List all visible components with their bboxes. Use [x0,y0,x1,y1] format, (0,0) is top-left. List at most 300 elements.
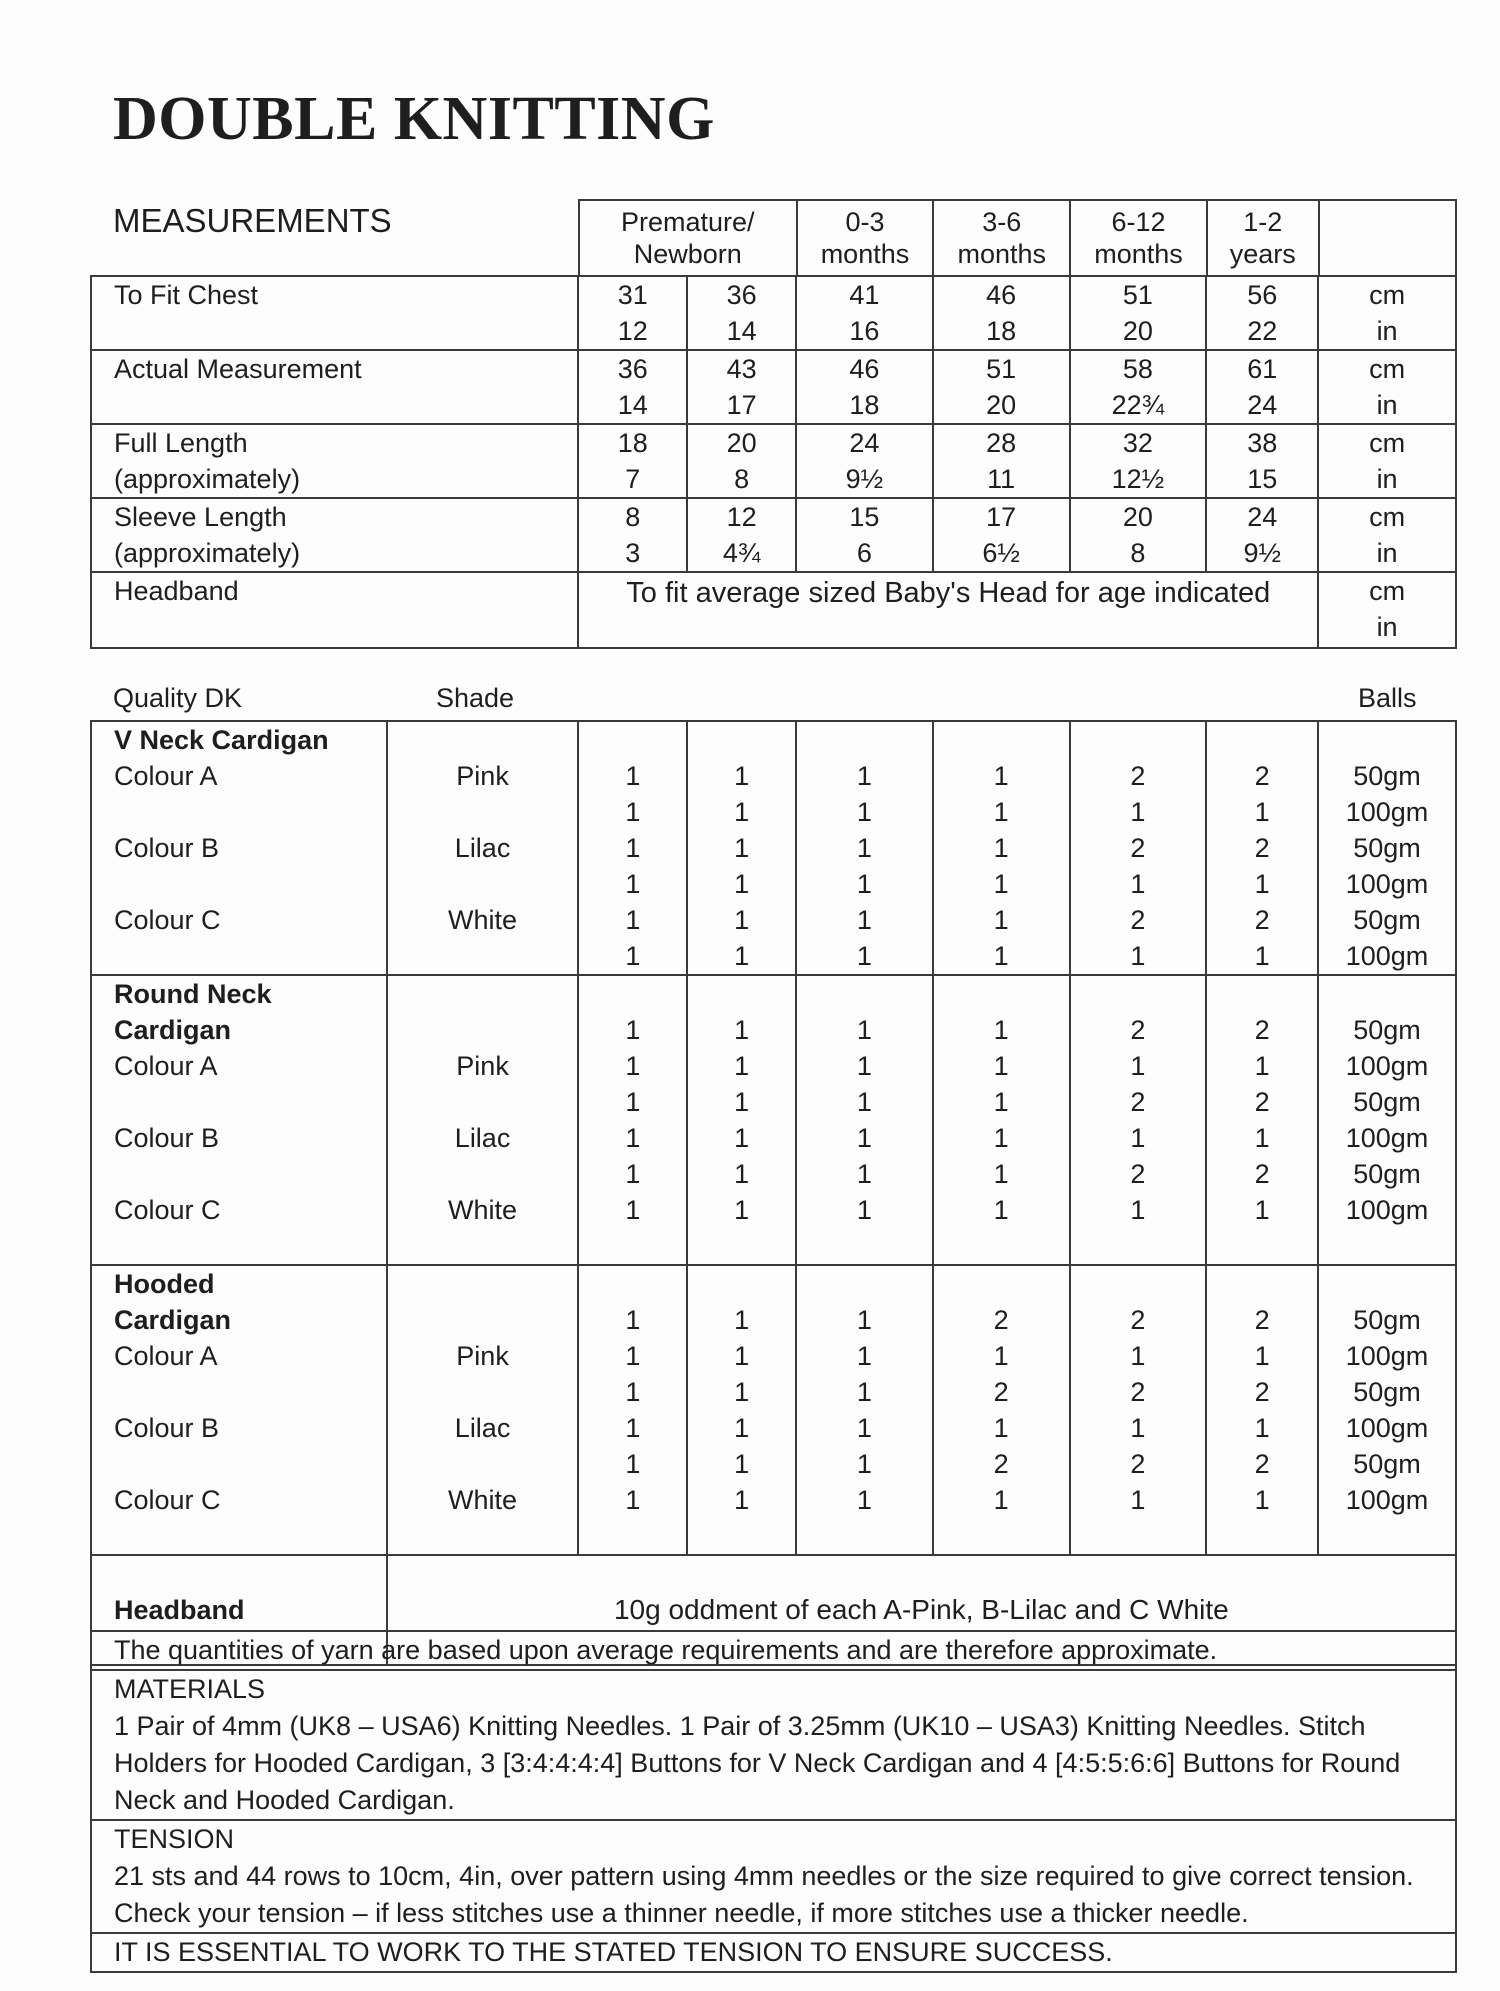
value-in: 16 [849,316,880,346]
ball-weight-label: 50gm [1353,1449,1421,1479]
yarn-quantity [796,975,933,1265]
ball-count: 1 [1254,941,1270,971]
materials-section [91,1670,1456,1820]
garment-name: V Neck Cardigan [114,725,329,755]
yarn-row [91,975,1456,1265]
shade-name: Lilac [454,1123,511,1153]
ball-weight-label: 50gm [1353,1087,1421,1117]
yarn-quantity [796,1265,933,1555]
value-in: 9½ [845,464,884,494]
ball-count: 2 [1130,1159,1146,1189]
balls-header: Balls [1358,683,1417,713]
ball-count: 1 [856,1305,872,1335]
ball-weight-label: 100gm [1345,1195,1429,1225]
value-cm: 38 [1247,428,1278,458]
ball-count: 1 [734,869,750,899]
garment-label [91,1265,387,1555]
ball-count: 1 [734,1123,750,1153]
ball-count: 2 [1130,761,1146,791]
value-cm: 36 [617,354,648,384]
size-header: 3-6 months [933,200,1070,276]
materials-text: 1 Pair of 4mm (UK8 – USA6) Knitting Needles. 1 Pair of 3.25mm (UK10 – USA3) Knitting Needles. Stitch Holders for Hooded Cardigan, 3 [3:4:4:4:4] Buttons for V Neck Cardigan and 4 [4:5:5:6:6] Buttons for Round Neck and Hooded Cardigan. [114,1711,1401,1815]
ball-weight-label: 50gm [1353,761,1421,791]
shade-name: Pink [456,1051,509,1081]
ball-count: 1 [1254,1123,1270,1153]
unit-in: in [1376,390,1398,420]
ball-count: 1 [993,761,1009,791]
value-in: 22 [1247,316,1278,346]
row-label-line: Full Length [114,428,248,458]
materials-heading: MATERIALS [114,1674,266,1704]
value-cm: 15 [849,502,880,532]
ball-count: 1 [856,941,872,971]
ball-count: 1 [856,1485,872,1515]
shade-cell [387,1265,579,1555]
ball-count: 1 [993,1413,1009,1443]
ball-count: 1 [625,1485,641,1515]
shade-name: Lilac [454,1413,511,1443]
ball-count: 1 [1130,1195,1146,1225]
value-cm: 18 [617,428,648,458]
yarn-quantity [796,721,933,975]
unit-cm: cm [1369,354,1406,384]
ball-count: 1 [993,1195,1009,1225]
yarn-quantity [933,721,1070,975]
value-in: 4¾ [722,538,761,568]
value-in: 7 [625,464,641,494]
yarn-quantity [933,1265,1070,1555]
ball-weight-label: 50gm [1353,1305,1421,1335]
value-cm: 43 [726,354,757,384]
yarn-quantity [1070,721,1207,975]
ball-count: 1 [993,1159,1009,1189]
ball-count: 2 [1254,1159,1270,1189]
ball-count: 1 [993,905,1009,935]
value-in: 11 [987,464,1016,494]
ball-count: 1 [625,833,641,863]
ball-count: 2 [1254,761,1270,791]
ball-count: 1 [1130,797,1146,827]
value-cm: 41 [849,280,880,310]
ball-count: 1 [625,905,641,935]
ball-count: 1 [734,1377,750,1407]
ball-count: 1 [625,797,641,827]
ball-weight [1318,721,1456,975]
headband-yarn-note: 10g oddment of each A-Pink, B-Lilac and C White [387,1555,1456,1665]
ball-count: 1 [993,941,1009,971]
measurement-value [933,424,1070,498]
measurement-value [1206,498,1318,572]
yarn-quantity [1206,721,1318,975]
yarn-quantity [578,1265,687,1555]
ball-weight-label: 50gm [1353,905,1421,935]
row-label-line: To Fit Chest [114,280,259,310]
ball-weight-label: 50gm [1353,1159,1421,1189]
measurement-value [578,498,687,572]
value-in: 8 [734,464,750,494]
colour-label: Colour C [114,905,221,935]
value-in: 24 [1247,390,1278,420]
ball-count: 2 [1254,1015,1270,1045]
measurement-value [687,350,796,424]
ball-weight-label: 100gm [1345,797,1429,827]
garment-name: Round Neck [114,979,272,1009]
ball-count: 1 [625,1305,641,1335]
ball-count: 2 [1254,1087,1270,1117]
measurement-value [578,350,687,424]
shade-name: White [448,1195,518,1225]
colour-label: Colour B [114,1123,220,1153]
ball-count: 1 [993,1051,1009,1081]
ball-count: 1 [856,905,872,935]
ball-count: 1 [1130,869,1146,899]
value-in: 15 [1247,464,1278,494]
measurement-value [687,276,796,350]
measurement-value [1206,350,1318,424]
value-in: 18 [849,390,880,420]
ball-count: 1 [856,1123,872,1153]
ball-count: 1 [1130,1051,1146,1081]
measurements-table [90,275,1457,649]
ball-count: 1 [1254,797,1270,827]
measurement-value [687,424,796,498]
ball-count: 1 [856,1413,872,1443]
size-header: 0-3 months [797,200,934,276]
yarn-row [91,1265,1456,1555]
ball-count: 2 [1254,1305,1270,1335]
ball-count: 2 [1254,1449,1270,1479]
ball-count: 2 [993,1377,1009,1407]
value-in: 3 [625,538,641,568]
ball-count: 1 [734,761,750,791]
value-in: 20 [986,390,1017,420]
value-cm: 51 [986,354,1017,384]
yarn-quantity [687,975,796,1265]
garment-label: Headband [91,1555,387,1665]
ball-count: 1 [734,1449,750,1479]
ball-count: 1 [625,1159,641,1189]
measurement-row [91,424,1456,498]
row-label-line: (approximately) [114,464,301,494]
ball-weight-label: 50gm [1353,1015,1421,1045]
garment-name: Cardigan [114,1015,232,1045]
garment-label [91,721,387,975]
ball-count: 1 [625,1015,641,1045]
unit-cm: cm [1369,280,1406,310]
ball-count: 1 [734,1413,750,1443]
ball-weight [1318,975,1456,1265]
ball-count: 1 [625,1087,641,1117]
ball-count: 1 [856,1449,872,1479]
measurement-value [1206,424,1318,498]
measurement-value [1070,424,1207,498]
ball-weight-label: 100gm [1345,1341,1429,1371]
ball-count: 1 [856,869,872,899]
shade-name: White [448,905,518,935]
value-in: 22¾ [1111,390,1165,420]
value-cm: 24 [1247,502,1278,532]
ball-count: 1 [993,797,1009,827]
value-in: 14 [617,390,648,420]
value-in: 17 [726,390,757,420]
shade-cell [387,721,579,975]
yarn-quantity [578,721,687,975]
value-in: 6½ [982,538,1020,568]
measurement-value [933,498,1070,572]
measurement-value [578,424,687,498]
ball-count: 1 [993,869,1009,899]
row-label [91,350,578,424]
unit-in: in [1376,316,1398,346]
ball-count: 2 [1254,905,1270,935]
ball-count: 1 [734,1485,750,1515]
unit-in: in [1376,464,1398,494]
measurement-row [91,498,1456,572]
ball-count: 1 [625,1449,641,1479]
row-label-line: Actual Measurement [114,354,362,384]
essential-note: IT IS ESSENTIAL TO WORK TO THE STATED TENSION TO ENSURE SUCCESS. [91,1933,1456,1972]
ball-count: 1 [1254,1341,1270,1371]
yarn-row [91,721,1456,975]
value-cm: 61 [1247,354,1278,384]
measurement-value [933,350,1070,424]
shade-header: Shade [436,683,515,713]
row-label-line: Sleeve Length [114,502,287,532]
unit-cell [1318,424,1456,498]
headband-note: To fit average sized Baby's Head for age indicated [578,572,1318,648]
unit-cm: cm [1369,502,1406,532]
ball-count: 1 [734,905,750,935]
tension-section [91,1820,1456,1933]
ball-count: 1 [993,1123,1009,1153]
approximate-note: The quantities of yarn are based upon average requirements and are therefore approximate. [91,1631,1456,1670]
value-cm: 28 [986,428,1017,458]
colour-label: Colour A [114,1341,218,1371]
ball-weight-label: 50gm [1353,833,1421,863]
ball-count: 1 [856,1087,872,1117]
ball-weight-label: 100gm [1345,941,1429,971]
garment-name: Hooded [114,1269,215,1299]
ball-count: 1 [1130,1123,1146,1153]
ball-count: 1 [856,1341,872,1371]
value-in: 14 [726,316,757,346]
yarn-quantity [1206,1265,1318,1555]
ball-weight-label: 100gm [1345,869,1429,899]
ball-count: 1 [625,869,641,899]
row-label-line: (approximately) [114,538,301,568]
ball-count: 2 [1130,1377,1146,1407]
ball-count: 1 [856,1015,872,1045]
value-cm: 51 [1122,280,1153,310]
colour-label: Colour B [114,833,220,863]
ball-count: 1 [993,833,1009,863]
value-in: 8 [1130,538,1146,568]
notes-table [90,1630,1457,1973]
garment-name: Cardigan [114,1305,232,1335]
ball-count: 1 [856,833,872,863]
ball-count: 2 [1130,1305,1146,1335]
ball-count: 1 [856,797,872,827]
size-header-table [578,199,1457,277]
value-in: 12½ [1111,464,1165,494]
ball-count: 1 [734,1015,750,1045]
ball-count: 1 [1130,941,1146,971]
measurement-row [91,350,1456,424]
measurement-row-headband [91,572,1456,648]
value-cm: 20 [726,428,757,458]
value-in: 20 [1122,316,1153,346]
ball-count: 1 [625,1413,641,1443]
row-label: Headband [91,572,578,648]
size-header: 6-12 months [1070,200,1207,276]
ball-count: 2 [993,1305,1009,1335]
size-header: 1-2 years [1207,200,1319,276]
colour-label: Colour A [114,761,218,791]
ball-count: 1 [1130,1413,1146,1443]
ball-count: 1 [625,1051,641,1081]
unit-header [1319,200,1456,276]
ball-count: 1 [856,761,872,791]
ball-count: 1 [625,1123,641,1153]
ball-count: 1 [1254,869,1270,899]
page-title: DOUBLE KNITTING [113,85,715,153]
ball-count: 1 [993,1087,1009,1117]
ball-count: 1 [993,1015,1009,1045]
row-label [91,498,578,572]
ball-count: 1 [734,797,750,827]
ball-count: 1 [856,1377,872,1407]
tension-text: 21 sts and 44 rows to 10cm, 4in, over pattern using 4mm needles or the size required to give correct tension. Check your tension – if less stitches use a thinner needle, if more stitches use a thicker needle. [114,1861,1414,1928]
measurement-value [796,350,933,424]
value-in: 18 [986,316,1017,346]
yarn-quantity [933,975,1070,1265]
colour-label: Colour B [114,1413,220,1443]
ball-count: 1 [1130,1341,1146,1371]
value-cm: 46 [849,354,880,384]
ball-count: 1 [734,1341,750,1371]
ball-count: 1 [734,1051,750,1081]
yarn-quantity [1070,1265,1207,1555]
ball-count: 1 [625,761,641,791]
ball-weight-label: 50gm [1353,1377,1421,1407]
ball-count: 1 [1254,1195,1270,1225]
ball-count: 2 [1130,1015,1146,1045]
value-in: 6 [856,538,872,568]
value-cm: 58 [1122,354,1153,384]
ball-count: 1 [1254,1485,1270,1515]
ball-count: 1 [734,941,750,971]
value-cm: 20 [1122,502,1153,532]
ball-weight-label: 100gm [1345,1413,1429,1443]
ball-count: 1 [625,941,641,971]
colour-label: Colour C [114,1485,221,1515]
unit-cm: cm [1369,428,1406,458]
ball-count: 1 [734,1305,750,1335]
value-cm: 8 [625,502,641,532]
yarn-table [90,720,1457,1666]
ball-weight-label: 100gm [1345,1485,1429,1515]
ball-count: 2 [1130,833,1146,863]
garment-label [91,975,387,1265]
unit-in: in [1376,538,1398,568]
measurement-value [578,276,687,350]
ball-count: 2 [1130,1087,1146,1117]
ball-count: 1 [625,1341,641,1371]
ball-count: 2 [1254,1377,1270,1407]
ball-weight [1318,1265,1456,1555]
value-cm: 12 [726,502,757,532]
measurement-value [1206,276,1318,350]
ball-count: 1 [734,833,750,863]
yarn-quantity [687,721,796,975]
ball-count: 1 [625,1195,641,1225]
value-cm: 36 [726,280,757,310]
tension-heading: TENSION [114,1824,235,1854]
value-cm: 31 [617,280,648,310]
ball-count: 1 [993,1485,1009,1515]
colour-label: Colour C [114,1195,221,1225]
ball-weight-label: 100gm [1345,1123,1429,1153]
value-cm: 17 [986,502,1017,532]
measurement-value [1070,350,1207,424]
value-cm: 46 [986,280,1017,310]
ball-count: 1 [625,1377,641,1407]
row-label [91,424,578,498]
measurement-value [796,498,933,572]
ball-count: 2 [993,1449,1009,1479]
measurement-value [687,498,796,572]
measurement-value [796,424,933,498]
ball-count: 1 [1254,1051,1270,1081]
yarn-quantity [1206,975,1318,1265]
colour-label: Colour A [114,1051,218,1081]
unit-cell [1318,350,1456,424]
yarn-quantity [687,1265,796,1555]
row-label [91,276,578,350]
unit-cell [1318,498,1456,572]
value-cm: 56 [1247,280,1278,310]
quality-label: Quality DK [113,683,243,713]
yarn-quantity [1070,975,1207,1265]
measurement-row [91,276,1456,350]
shade-cell [387,975,579,1265]
ball-count: 1 [993,1341,1009,1371]
value-in: 12 [617,316,648,346]
value-in: 9½ [1243,538,1282,568]
ball-count: 2 [1254,833,1270,863]
measurement-value [796,276,933,350]
ball-count: 1 [734,1087,750,1117]
ball-count: 1 [856,1159,872,1189]
ball-count: 1 [1254,1413,1270,1443]
measurement-value [1070,498,1207,572]
measurements-label: MEASUREMENTS [113,202,392,239]
ball-count: 1 [734,1159,750,1189]
ball-count: 1 [856,1051,872,1081]
shade-name: White [448,1485,518,1515]
ball-count: 2 [1130,905,1146,935]
shade-name: Pink [456,1341,509,1371]
measurement-value [933,276,1070,350]
shade-name: Pink [456,761,509,791]
measurement-value [1070,276,1207,350]
ball-count: 1 [1130,1485,1146,1515]
ball-count: 1 [734,1195,750,1225]
yarn-quantity [578,975,687,1265]
unit-cell: cm in [1318,572,1456,648]
ball-count: 2 [1130,1449,1146,1479]
size-header: Premature/ Newborn [579,200,797,276]
